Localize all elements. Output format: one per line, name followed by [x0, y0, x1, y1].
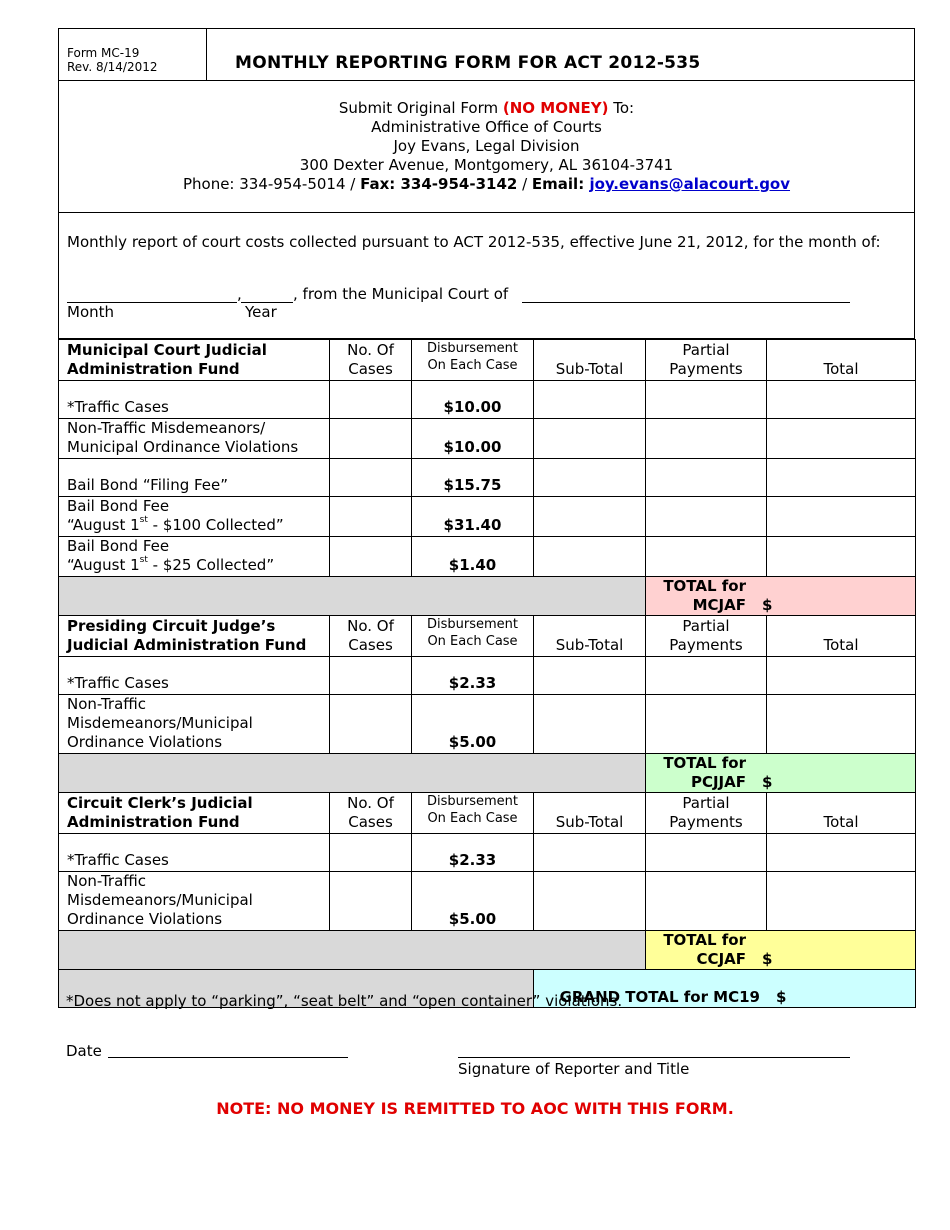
gray-spacer: [59, 754, 646, 793]
cases-input[interactable]: [330, 381, 412, 419]
month-year-court-line: [67, 285, 907, 305]
office-name: Administrative Office of Courts: [371, 118, 602, 136]
partial-input[interactable]: [646, 834, 767, 872]
row-label: *Traffic Cases: [59, 834, 330, 872]
disbursement-amount: $2.33: [412, 834, 534, 872]
total-input[interactable]: [767, 497, 916, 537]
table-row: [59, 419, 916, 459]
grand-total[interactable]: GRAND TOTAL for MC19 $: [534, 970, 916, 1008]
section-title: Municipal Court Judicial Administration Fund: [59, 340, 330, 381]
disbursement-amount: $15.75: [412, 459, 534, 497]
total-input[interactable]: [767, 537, 916, 577]
row-label: *Traffic Cases: [59, 657, 330, 695]
date-label: Date: [66, 1042, 102, 1060]
form-header: [58, 28, 915, 81]
table-row: [59, 537, 916, 577]
col-subtotal: Sub-Total: [534, 616, 646, 657]
disbursement-amount: $10.00: [412, 381, 534, 419]
separator: /: [517, 175, 532, 193]
subtotal-input[interactable]: [534, 419, 646, 459]
from-municipal-court-text: , from the Municipal Court of: [293, 285, 509, 303]
partial-input[interactable]: [646, 459, 767, 497]
submit-suffix: To:: [608, 99, 635, 117]
total-input[interactable]: [767, 381, 916, 419]
submit-line: [59, 99, 914, 118]
partial-input[interactable]: [646, 695, 767, 754]
gray-spacer: [59, 931, 646, 970]
row-label: *Traffic Cases: [59, 381, 330, 419]
form-id-block: [59, 29, 207, 80]
cases-input[interactable]: [330, 497, 412, 537]
cases-input[interactable]: [330, 459, 412, 497]
partial-input[interactable]: [646, 657, 767, 695]
row-label: Non-Traffic Misdemeanors/ Municipal Ordinance Violations: [59, 419, 330, 459]
cases-input[interactable]: [330, 834, 412, 872]
col-total: Total: [767, 616, 916, 657]
table-row: [59, 695, 916, 754]
col-disbursement: Disbursement On Each Case: [412, 340, 534, 381]
no-money-warning: (NO MONEY): [502, 99, 609, 117]
signature-field[interactable]: [458, 1040, 850, 1058]
form: [58, 28, 915, 1008]
mcjaf-total[interactable]: TOTAL for MCJAF $: [646, 577, 916, 616]
col-partial-payments: Partial Payments: [646, 793, 767, 834]
total-input[interactable]: [767, 657, 916, 695]
date-field[interactable]: [108, 1040, 348, 1058]
col-subtotal: Sub-Total: [534, 793, 646, 834]
cases-input[interactable]: [330, 419, 412, 459]
section-total-row: [59, 931, 916, 970]
month-field[interactable]: [67, 285, 237, 303]
col-no-of-cases: No. Of Cases: [330, 793, 412, 834]
monthly-intro: Monthly report of court costs collected pursuant to ACT 2012-535, effective June 21, 2012, for the month of:: [67, 233, 881, 251]
table-row: [59, 834, 916, 872]
subtotal-input[interactable]: [534, 381, 646, 419]
subtotal-input[interactable]: [534, 537, 646, 577]
table-row: [59, 872, 916, 931]
cases-input[interactable]: [330, 872, 412, 931]
subtotal-input[interactable]: [534, 834, 646, 872]
ccjaf-total[interactable]: TOTAL for CCJAF $: [646, 931, 916, 970]
row-label: Bail Bond Fee “August 1st - $25 Collected”: [59, 537, 330, 577]
disbursement-amount: $5.00: [412, 872, 534, 931]
partial-input[interactable]: [646, 537, 767, 577]
fund-table: [58, 339, 916, 1008]
subtotal-input[interactable]: [534, 459, 646, 497]
table-header-row: [59, 340, 916, 381]
form-title: MONTHLY REPORTING FORM FOR ACT 2012-535: [235, 53, 701, 73]
month-label: Month: [67, 303, 115, 321]
fax: Fax: 334-954-3142: [360, 175, 518, 193]
total-input[interactable]: [767, 459, 916, 497]
col-disbursement: Disbursement On Each Case: [412, 793, 534, 834]
pcjjaf-total[interactable]: TOTAL for PCJJAF $: [646, 754, 916, 793]
total-input[interactable]: [767, 695, 916, 754]
col-partial-payments: Partial Payments: [646, 340, 767, 381]
disbursement-amount: $2.33: [412, 657, 534, 695]
disbursement-amount: $1.40: [412, 537, 534, 577]
phone: Phone: 334-954-5014 /: [182, 175, 361, 193]
partial-input[interactable]: [646, 872, 767, 931]
table-header-row: [59, 793, 916, 834]
footnote: *Does not apply to “parking”, “seat belt” and “open container” violations.: [66, 992, 623, 1010]
section-title: Circuit Clerk’s Judicial Administration Fund: [59, 793, 330, 834]
email-link[interactable]: joy.evans@alacourt.gov: [589, 175, 791, 193]
form-revision: Rev. 8/14/2012: [67, 60, 158, 74]
col-no-of-cases: No. Of Cases: [330, 616, 412, 657]
row-label: Bail Bond “Filing Fee”: [59, 459, 330, 497]
year-field[interactable]: [241, 285, 293, 303]
section-title: Presiding Circuit Judge’s Judicial Administration Fund: [59, 616, 330, 657]
subtotal-input[interactable]: [534, 872, 646, 931]
submit-instructions: [58, 81, 915, 213]
disbursement-amount: $5.00: [412, 695, 534, 754]
email-label: Email:: [531, 175, 590, 193]
partial-input[interactable]: [646, 497, 767, 537]
row-label: Non-Traffic Misdemeanors/Municipal Ordinance Violations: [59, 695, 330, 754]
gray-spacer: [59, 577, 646, 616]
col-subtotal: Sub-Total: [534, 340, 646, 381]
comma: ,: [237, 285, 242, 303]
year-label: Year: [245, 303, 277, 321]
signature-label: Signature of Reporter and Title: [458, 1060, 690, 1078]
col-no-of-cases: No. Of Cases: [330, 340, 412, 381]
table-row: [59, 657, 916, 695]
form-number: Form MC-19: [67, 46, 140, 60]
col-disbursement: Disbursement On Each Case: [412, 616, 534, 657]
partial-input[interactable]: [646, 419, 767, 459]
cases-input[interactable]: [330, 695, 412, 754]
table-header-row: [59, 616, 916, 657]
contact-line: [59, 175, 914, 194]
subtotal-input[interactable]: [534, 657, 646, 695]
table-row: [59, 497, 916, 537]
office-address: 300 Dexter Avenue, Montgomery, AL 36104-3741: [299, 156, 674, 174]
col-total: Total: [767, 340, 916, 381]
subtotal-input[interactable]: [534, 497, 646, 537]
table-row: [59, 459, 916, 497]
partial-input[interactable]: [646, 381, 767, 419]
disbursement-amount: $31.40: [412, 497, 534, 537]
section-total-row: [59, 754, 916, 793]
section-total-row: [59, 577, 916, 616]
col-partial-payments: Partial Payments: [646, 616, 767, 657]
no-money-note: NOTE: NO MONEY IS REMITTED TO AOC WITH THIS FORM.: [216, 1099, 734, 1118]
subtotal-input[interactable]: [534, 695, 646, 754]
contact-person: Joy Evans, Legal Division: [393, 137, 580, 155]
table-row: [59, 381, 916, 419]
row-label: Non-Traffic Misdemeanors/Municipal Ordinance Violations: [59, 872, 330, 931]
total-input[interactable]: [767, 834, 916, 872]
submit-prefix: Submit Original Form: [338, 99, 503, 117]
cases-input[interactable]: [330, 537, 412, 577]
col-total: Total: [767, 793, 916, 834]
total-input[interactable]: [767, 872, 916, 931]
monthly-report-block: [58, 213, 915, 339]
row-label: Bail Bond Fee “August 1st - $100 Collected”: [59, 497, 330, 537]
total-input[interactable]: [767, 419, 916, 459]
cases-input[interactable]: [330, 657, 412, 695]
disbursement-amount: $10.00: [412, 419, 534, 459]
municipal-court-field[interactable]: [522, 285, 850, 303]
